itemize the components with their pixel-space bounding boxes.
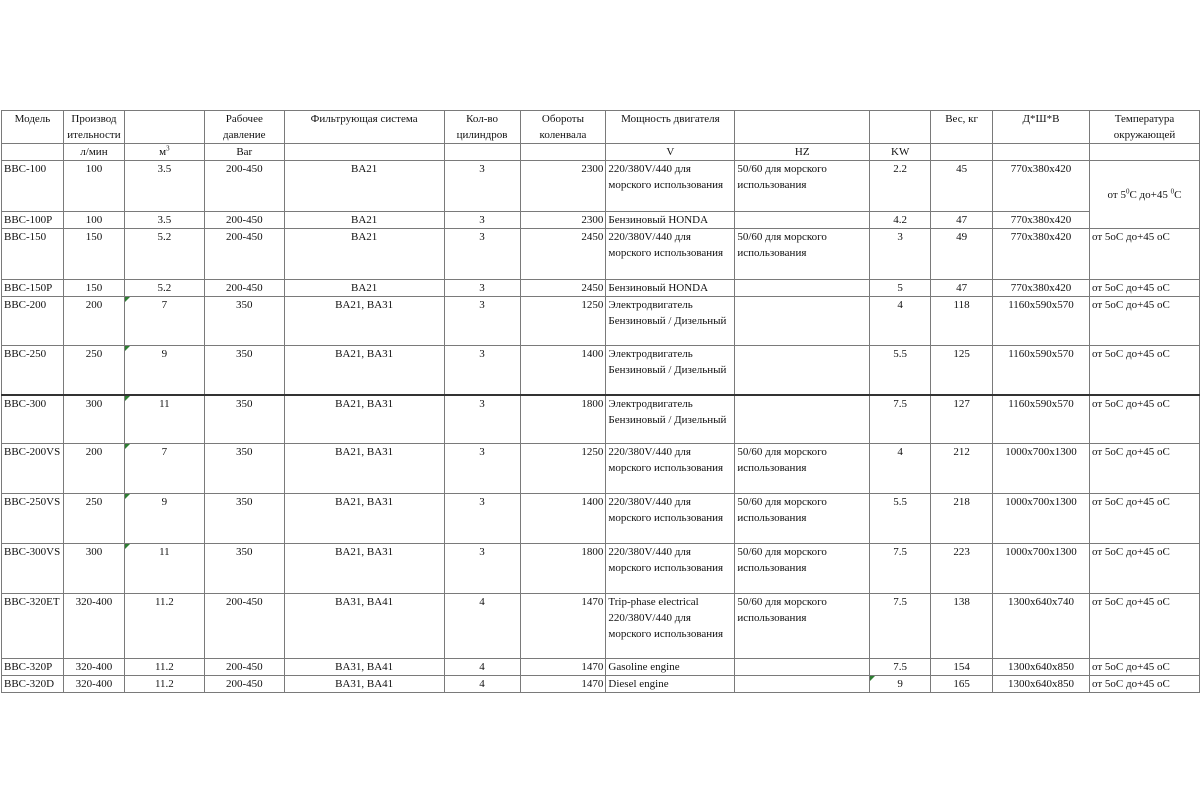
- cell-model: BBC-320P: [2, 659, 64, 676]
- cell-filter: BA31, BA41: [284, 676, 444, 693]
- table-row: [2, 280, 1200, 297]
- cell-cyl: 3: [444, 395, 520, 444]
- cell-hz: 50/60 для морского использования: [735, 444, 870, 494]
- cell-v: 220/380V/440 для морского использования: [606, 494, 735, 544]
- unit-filter: [284, 144, 444, 161]
- cell-dims: 1000x700x1300: [993, 494, 1090, 544]
- header-model: Модель: [2, 111, 64, 144]
- cell-w: 47: [931, 212, 993, 229]
- cell-w: 212: [931, 444, 993, 494]
- cell-cyl: 3: [444, 444, 520, 494]
- cell-rpm: 1800: [520, 544, 606, 594]
- table-row: [2, 212, 1200, 229]
- cell-v: Diesel engine: [606, 676, 735, 693]
- cell-model: BBC-300: [2, 395, 64, 444]
- header-filter: Фильтрующая система: [284, 111, 444, 144]
- cell-dims: 1160x590x570: [993, 346, 1090, 395]
- cell-vol: 5.2: [124, 280, 204, 297]
- cell-model: BBC-320ET: [2, 594, 64, 659]
- cell-model: BBC-100: [2, 161, 64, 212]
- temp-degree: 0: [1125, 186, 1130, 195]
- cell-v: 220/380V/440 для морского использования: [606, 544, 735, 594]
- cell-dims: 1000x700x1300: [993, 444, 1090, 494]
- cell-kw: 7.5: [870, 659, 931, 676]
- cell-vol: 11.2: [124, 659, 204, 676]
- table-row: [2, 346, 1200, 395]
- cell-press: 350: [204, 297, 284, 346]
- cell-kw: 4.2: [870, 212, 931, 229]
- cell-press: 200-450: [204, 659, 284, 676]
- cell-w: 127: [931, 395, 993, 444]
- cell-rpm: 2450: [520, 280, 606, 297]
- cell-v: 220/380V/440 для морского использования: [606, 229, 735, 280]
- cell-cyl: 3: [444, 280, 520, 297]
- cell-kw: 7.5: [870, 395, 931, 444]
- cell-v: Бензиновый HONDA: [606, 280, 735, 297]
- cell-temp: от 5оС до+45 оС: [1090, 594, 1200, 659]
- cell-vol: 9: [124, 346, 204, 395]
- cell-hz: [735, 395, 870, 444]
- cell-v: Gasoline engine: [606, 659, 735, 676]
- cell-prod: 100: [63, 212, 124, 229]
- cell-dims: 1300x640x850: [993, 676, 1090, 693]
- table-body: [2, 111, 1200, 693]
- cell-filter: BA21, BA31: [284, 297, 444, 346]
- table-row: [2, 395, 1200, 444]
- cell-v: 220/380V/440 для морского использования: [606, 161, 735, 212]
- cell-w: 218: [931, 494, 993, 544]
- cell-vol: 5.2: [124, 229, 204, 280]
- unit-volume-base: м: [159, 146, 167, 158]
- cell-prod: 250: [63, 346, 124, 395]
- cell-temp: от 5оС до+45 оС: [1090, 676, 1200, 693]
- unit-model: [2, 144, 64, 161]
- cell-press: 200-450: [204, 594, 284, 659]
- cell-filter: BA31, BA41: [284, 659, 444, 676]
- cell-cyl: 3: [444, 161, 520, 212]
- table-row: [2, 594, 1200, 659]
- header-power-kw: [870, 111, 931, 144]
- cell-vol: 11: [124, 395, 204, 444]
- unit-productivity: л/мин: [63, 144, 124, 161]
- cell-prod: 320-400: [63, 676, 124, 693]
- cell-rpm: 1250: [520, 297, 606, 346]
- cell-press: 200-450: [204, 161, 284, 212]
- cell-dims: 1000x700x1300: [993, 544, 1090, 594]
- cell-w: 125: [931, 346, 993, 395]
- cell-kw: 5.5: [870, 346, 931, 395]
- cell-cyl: 4: [444, 676, 520, 693]
- cell-temp: от 5оС до+45 оС: [1090, 494, 1200, 544]
- unit-temp: [1090, 144, 1200, 161]
- cell-prod: 250: [63, 494, 124, 544]
- cell-temp: от 5оС до+45 оС: [1090, 395, 1200, 444]
- cell-filter: BA21: [284, 280, 444, 297]
- cell-kw: 4: [870, 444, 931, 494]
- cell-kw: 2.2: [870, 161, 931, 212]
- cell-kw: 5.5: [870, 494, 931, 544]
- cell-rpm: 2450: [520, 229, 606, 280]
- unit-dims: [993, 144, 1090, 161]
- cell-w: 138: [931, 594, 993, 659]
- cell-filter: BA21, BA31: [284, 444, 444, 494]
- cell-vol: 11: [124, 544, 204, 594]
- cell-dims: 770x380x420: [993, 212, 1090, 229]
- cell-dims: 1300x640x850: [993, 659, 1090, 676]
- temp-prefix: от 5: [1107, 188, 1126, 201]
- cell-filter: BA21, BA31: [284, 544, 444, 594]
- cell-v: Электродвигатель Бензиновый / Дизельный: [606, 346, 735, 395]
- cell-filter: BA21, BA31: [284, 395, 444, 444]
- temp-suffix: С: [1174, 188, 1182, 201]
- cell-hz: [735, 346, 870, 395]
- header-rpm: Обороты коленвала: [520, 111, 606, 144]
- table-row: [2, 494, 1200, 544]
- cell-cyl: 4: [444, 594, 520, 659]
- cell-vol: 7: [124, 297, 204, 346]
- cell-cyl: 4: [444, 659, 520, 676]
- header-dims: Д*Ш*В: [993, 111, 1090, 144]
- unit-pressure: Bar: [204, 144, 284, 161]
- cell-vol: 11.2: [124, 676, 204, 693]
- cell-rpm: 1470: [520, 676, 606, 693]
- unit-rpm: [520, 144, 606, 161]
- cell-kw: 3: [870, 229, 931, 280]
- header-pressure: Рабочее давление: [204, 111, 284, 144]
- cell-prod: 150: [63, 280, 124, 297]
- header-cylinders: Кол-во цилиндров: [444, 111, 520, 144]
- cell-press: 350: [204, 346, 284, 395]
- cell-model: BBC-150P: [2, 280, 64, 297]
- table-row: [2, 229, 1200, 280]
- cell-w: 165: [931, 676, 993, 693]
- table-row: [2, 544, 1200, 594]
- cell-vol: 9: [124, 494, 204, 544]
- cell-hz: 50/60 для морского использования: [735, 594, 870, 659]
- cell-kw: 4: [870, 297, 931, 346]
- cell-model: BBC-250: [2, 346, 64, 395]
- cell-temp: от 5оС до+45 оС: [1090, 229, 1200, 280]
- cell-cyl: 3: [444, 346, 520, 395]
- cell-vol: 3.5: [124, 161, 204, 212]
- cell-dims: 770x380x420: [993, 161, 1090, 212]
- cell-temp: от 5оС до+45 оС: [1090, 544, 1200, 594]
- cell-w: 223: [931, 544, 993, 594]
- cell-rpm: 2300: [520, 212, 606, 229]
- cell-model: BBC-200: [2, 297, 64, 346]
- cell-filter: BA21: [284, 161, 444, 212]
- unit-volume: [124, 144, 204, 161]
- unit-weight: [931, 144, 993, 161]
- table-row: [2, 297, 1200, 346]
- cell-model: BBC-250VS: [2, 494, 64, 544]
- cell-w: 49: [931, 229, 993, 280]
- cell-rpm: 1470: [520, 594, 606, 659]
- temp-degree: 0: [1170, 186, 1175, 195]
- units-row: [2, 144, 1200, 161]
- cell-prod: 100: [63, 161, 124, 212]
- cell-model: BBC-100P: [2, 212, 64, 229]
- cell-filter: BA31, BA41: [284, 594, 444, 659]
- cell-model: BBC-320D: [2, 676, 64, 693]
- cell-vol: 3.5: [124, 212, 204, 229]
- unit-frequency: HZ: [735, 144, 870, 161]
- header-temp: Температура окружающей: [1090, 111, 1200, 144]
- cell-hz: 50/60 для морского использования: [735, 229, 870, 280]
- cell-v: Бензиновый HONDA: [606, 212, 735, 229]
- cell-prod: 200: [63, 444, 124, 494]
- cell-vol: 11.2: [124, 594, 204, 659]
- cell-w: 154: [931, 659, 993, 676]
- header-power: Мощность двигателя: [606, 111, 735, 144]
- cell-model: BBC-300VS: [2, 544, 64, 594]
- cell-w: 118: [931, 297, 993, 346]
- header-weight: Вес, кг: [931, 111, 993, 144]
- cell-press: 350: [204, 494, 284, 544]
- cell-hz: 50/60 для морского использования: [735, 494, 870, 544]
- cell-w: 45: [931, 161, 993, 212]
- cell-rpm: 1800: [520, 395, 606, 444]
- table-row: [2, 161, 1200, 212]
- cell-dims: 1300x640x740: [993, 594, 1090, 659]
- cell-temp: от 5оС до+45 оС: [1090, 659, 1200, 676]
- cell-temp: от 5оС до+45 оС: [1090, 444, 1200, 494]
- cell-cyl: 3: [444, 297, 520, 346]
- cell-cyl: 3: [444, 544, 520, 594]
- header-productivity: Производ ительности: [63, 111, 124, 144]
- cell-kw: 9: [870, 676, 931, 693]
- cell-cyl: 3: [444, 229, 520, 280]
- cell-kw: 7.5: [870, 594, 931, 659]
- cell-prod: 320-400: [63, 594, 124, 659]
- cell-hz: 50/60 для морского использования: [735, 161, 870, 212]
- cell-rpm: 1400: [520, 494, 606, 544]
- cell-rpm: 1250: [520, 444, 606, 494]
- cell-prod: 150: [63, 229, 124, 280]
- cell-press: 200-450: [204, 280, 284, 297]
- unit-cylinders: [444, 144, 520, 161]
- cell-filter: BA21, BA31: [284, 494, 444, 544]
- cell-hz: [735, 280, 870, 297]
- cell-press: 200-450: [204, 229, 284, 280]
- header-volume: [124, 111, 204, 144]
- cell-rpm: 2300: [520, 161, 606, 212]
- cell-dims: 1160x590x570: [993, 297, 1090, 346]
- table-row: [2, 444, 1200, 494]
- cell-filter: BA21, BA31: [284, 346, 444, 395]
- cell-press: 200-450: [204, 676, 284, 693]
- table-row: [2, 659, 1200, 676]
- table-row: [2, 676, 1200, 693]
- cell-dims: 1160x590x570: [993, 395, 1090, 444]
- cell-kw: 7.5: [870, 544, 931, 594]
- cell-rpm: 1470: [520, 659, 606, 676]
- cell-prod: 300: [63, 395, 124, 444]
- cell-temp: от 5оС до+45 оС: [1090, 297, 1200, 346]
- header-row: [2, 111, 1200, 144]
- cell-cyl: 3: [444, 212, 520, 229]
- cell-v: 220/380V/440 для морского использования: [606, 444, 735, 494]
- cell-prod: 200: [63, 297, 124, 346]
- cell-hz: [735, 212, 870, 229]
- cell-rpm: 1400: [520, 346, 606, 395]
- cell-w: 47: [931, 280, 993, 297]
- cell-cyl: 3: [444, 494, 520, 544]
- cell-hz: 50/60 для морского использования: [735, 544, 870, 594]
- header-power-hz: [735, 111, 870, 144]
- cell-model: BBC-200VS: [2, 444, 64, 494]
- cell-dims: 770x380x420: [993, 280, 1090, 297]
- cell-prod: 320-400: [63, 659, 124, 676]
- temp-mid: С до+45: [1129, 188, 1171, 201]
- cell-hz: [735, 659, 870, 676]
- cell-filter: BA21: [284, 212, 444, 229]
- cell-prod: 300: [63, 544, 124, 594]
- cell-kw: 5: [870, 280, 931, 297]
- unit-voltage: V: [606, 144, 735, 161]
- cell-press: 200-450: [204, 212, 284, 229]
- cell-temp: от 5оС до+45 оС: [1090, 346, 1200, 395]
- cell-press: 350: [204, 395, 284, 444]
- unit-kw: KW: [870, 144, 931, 161]
- cell-press: 350: [204, 544, 284, 594]
- unit-volume-exp: 3: [166, 144, 170, 153]
- cell-temp-merged: [1090, 161, 1200, 229]
- cell-temp: от 5оС до+45 оС: [1090, 280, 1200, 297]
- cell-v: Электродвигатель Бензиновый / Дизельный: [606, 297, 735, 346]
- cell-hz: [735, 676, 870, 693]
- cell-dims: 770x380x420: [993, 229, 1090, 280]
- cell-v: Электродвигатель Бензиновый / Дизельный: [606, 395, 735, 444]
- cell-model: BBC-150: [2, 229, 64, 280]
- spec-sheet: [1, 110, 1200, 693]
- cell-hz: [735, 297, 870, 346]
- spec-table: [1, 110, 1200, 693]
- cell-v: Trip-phase electrical 220/380V/440 для морского использования: [606, 594, 735, 659]
- cell-filter: BA21: [284, 229, 444, 280]
- cell-vol: 7: [124, 444, 204, 494]
- cell-press: 350: [204, 444, 284, 494]
